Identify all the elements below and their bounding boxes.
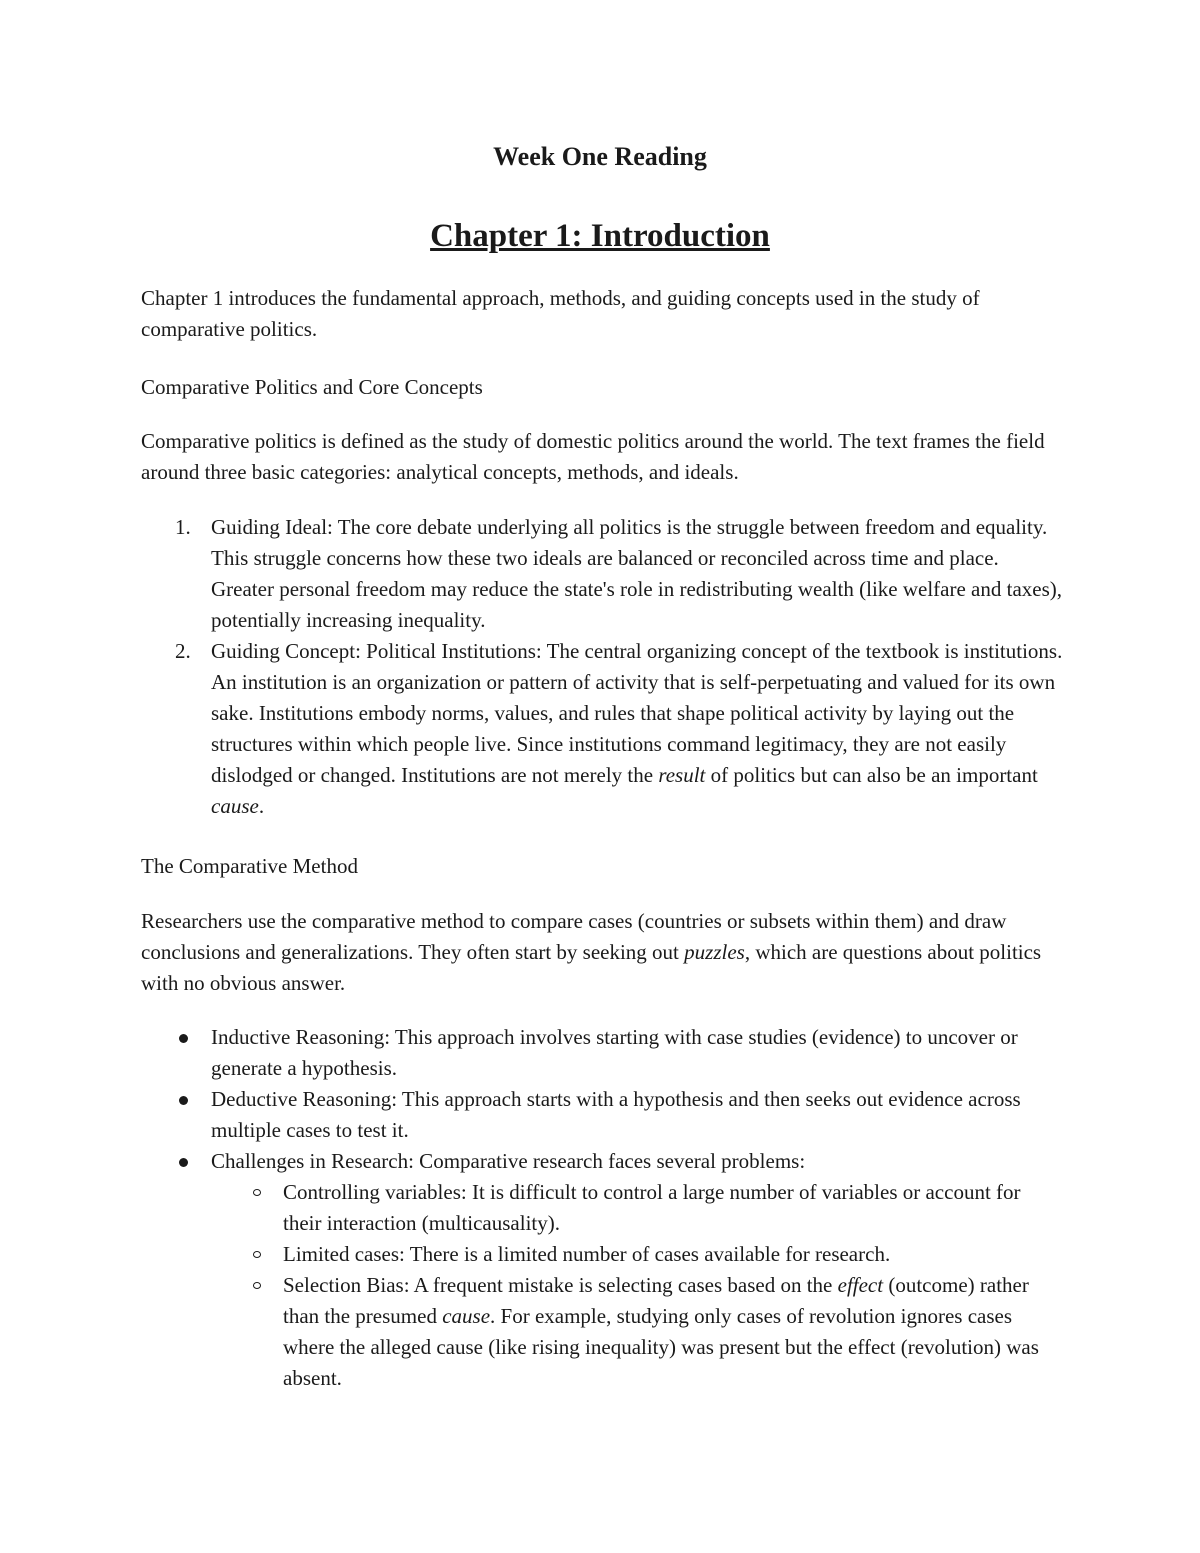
list-item xyxy=(141,1022,1063,1084)
hollow-bullet-icon xyxy=(253,1251,261,1258)
sub-list-item xyxy=(211,1239,1063,1270)
list-item-text: Inductive Reasoning: This approach involves starting with case studies (evidence) to uncover or generate a hypothesis. xyxy=(211,1025,1018,1080)
text-run: Guiding Concept: Political Institutions: The central organizing concept of the textbook is institutions. An institution is an organization or pattern of activity that is self-perpetuating and valued for its own sake. Institutions embody norms, values, and rules that shape political activity by laying out the structures within which people live. Since institutions command legitimacy, they are not easily dislodged or changed. Institutions are not merely the xyxy=(211,639,1063,787)
sub-list-item xyxy=(211,1177,1063,1239)
sub-bullet-list xyxy=(211,1177,1063,1394)
section-heading-comparative-method: The Comparative Method xyxy=(141,854,358,878)
hollow-bullet-icon xyxy=(253,1282,261,1289)
bullet-icon xyxy=(179,1034,188,1043)
text-run: . xyxy=(258,794,265,818)
section-body-comparative-method xyxy=(141,906,1063,999)
text-run: (outcome) rather than the presumed xyxy=(283,1273,1029,1328)
list-number: 2. xyxy=(175,639,191,663)
list-item-text: Guiding Ideal: The core debate underlying all politics is the struggle between freedom and equality. This struggle concerns how these two ideals are balanced or reconciled across time and place. Greater personal freedom may reduce the state's role in redistributing wealth (like welfare and taxes), potentially increasing inequality. xyxy=(211,515,1063,632)
emphasis-effect: effect xyxy=(837,1273,884,1297)
intro-paragraph: Chapter 1 introduces the fundamental approach, methods, and guiding concepts used in the study of comparative politics. xyxy=(141,286,980,341)
emphasis-result: result xyxy=(658,763,706,787)
list-item xyxy=(141,512,1063,636)
emphasis-cause: cause xyxy=(211,794,259,818)
list-item-text: Challenges in Research: Comparative research faces several problems: xyxy=(211,1149,806,1173)
sub-list-item xyxy=(211,1270,1063,1394)
list-item-text: Deductive Reasoning: This approach starts with a hypothesis and then seeks out evidence across multiple cases to test it. xyxy=(211,1087,1021,1142)
bullet-list xyxy=(141,1022,1063,1394)
text-run: of politics but can also be an important xyxy=(705,763,1038,787)
section-body-core-concepts: Comparative politics is defined as the study of domestic politics around the world. The text frames the field around three basic categories: analytical concepts, methods, and ideals. xyxy=(141,429,1045,484)
text-run: . For example, studying only cases of revolution ignores cases where the alleged cause (like rising inequality) was present but the effect (revolution) was absent. xyxy=(283,1304,1039,1390)
emphasis-puzzles: puzzles xyxy=(684,940,745,964)
bullet-icon xyxy=(179,1096,188,1105)
list-number: 1. xyxy=(175,515,191,539)
sub-list-item-text: Controlling variables: It is difficult to control a large number of variables or account for their interaction (multicausality). xyxy=(283,1180,1021,1235)
document-title: Week One Reading xyxy=(493,142,707,171)
sub-list-item-text xyxy=(283,1273,1039,1390)
text-run: , which are questions about politics with no obvious answer. xyxy=(141,940,1042,995)
section-heading-core-concepts: Comparative Politics and Core Concepts xyxy=(141,375,483,399)
list-item xyxy=(141,1084,1063,1146)
list-item xyxy=(141,636,1063,822)
text-run: Selection Bias: A frequent mistake is selecting cases based on the xyxy=(283,1273,838,1297)
numbered-list xyxy=(141,512,1063,822)
list-item xyxy=(141,1146,1063,1394)
sub-list-item-text: Limited cases: There is a limited number of cases available for research. xyxy=(283,1242,891,1266)
chapter-title: Chapter 1: Introduction xyxy=(430,218,770,254)
bullet-icon xyxy=(179,1158,188,1167)
hollow-bullet-icon xyxy=(253,1189,261,1196)
list-item-text xyxy=(211,639,1062,818)
text-run: Researchers use the comparative method to compare cases (countries or subsets within them) and draw conclusions and generalizations. They often start by seeking out xyxy=(141,909,1007,964)
emphasis-cause: cause xyxy=(442,1304,491,1328)
